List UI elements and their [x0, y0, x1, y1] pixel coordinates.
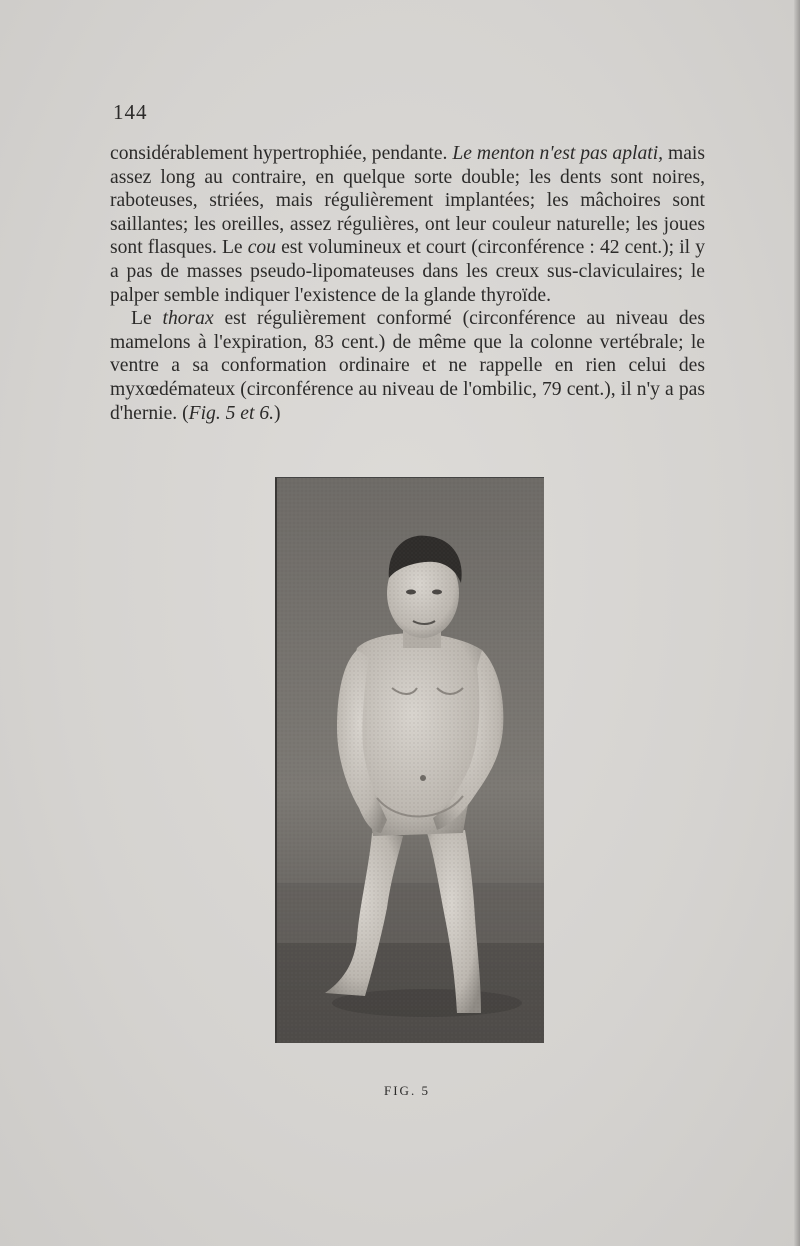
italic-text-run: Le menton n'est pas aplati, [452, 143, 664, 164]
page-number: 144 [113, 100, 148, 124]
figure-caption: FIG. 5 [384, 1083, 430, 1098]
text-run: Le [131, 308, 163, 330]
text-run: est régulièrement conformé (circonférence au niveau des mamelons à l'expiration, 83 cent.) de même que la colonne vertébrale; le ventre a sa conformation ordinaire et ne rappelle en rien celui des myxœdémateux (circonférence au niveau de l'ombilic, 79 cent.), il n'y a pas d'hernie. ( [110, 308, 705, 424]
text-run: ) [274, 402, 281, 424]
italic-text-run: thorax [162, 308, 214, 330]
page-edge [794, 0, 800, 1246]
text-run: considérablement hypertrophiée, pendante. [110, 143, 453, 164]
italic-text-run: Fig. 5 et 6. [188, 402, 275, 424]
paragraph-1 [110, 142, 705, 307]
figure-photograph [275, 477, 544, 1043]
paragraph-2 [110, 307, 705, 425]
photograph-image [277, 478, 544, 1043]
italic-text-run: cou [247, 237, 276, 259]
text-run: est volumineux et court (circonférence : 42 cent.); il y a pas de masses pseudo-lipomateuses dans les creux sus-claviculaires; le palper semble indiquer l'existence de la glande thyroïde. [110, 237, 705, 306]
text-run: mais assez long au contraire, en quelque sorte double; les dents sont noires, raboteuses, striées, mais régulièrement implantées; les mâchoires sont saillantes; les oreilles, assez régulières, ont leur couleur naturelle; les joues sont flasques. Le [110, 143, 706, 259]
body-text [110, 142, 705, 425]
